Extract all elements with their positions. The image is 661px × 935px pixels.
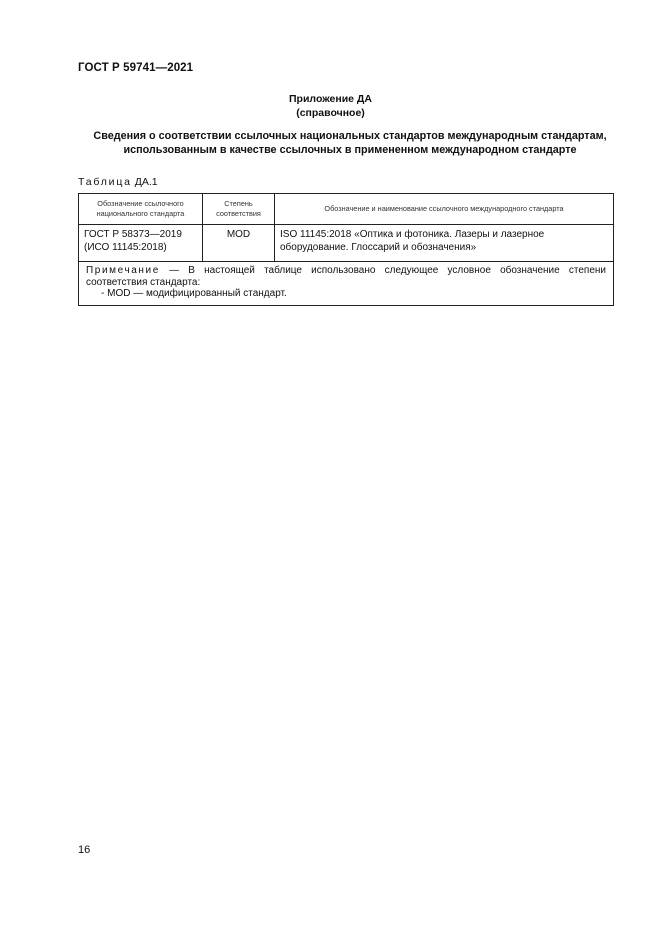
cell-international: ISO 11145:2018 «Оптика и фотоника. Лазеры и лазерное оборудование. Глоссарий и обозначения»	[275, 225, 614, 262]
document-header: ГОСТ Р 59741—2021	[78, 62, 194, 74]
annex-title: Приложение ДА	[289, 93, 372, 105]
column-header-national	[79, 194, 203, 225]
note-list-item: - MOD — модифицированный стандарт.	[101, 288, 287, 299]
note-lead: Примечание	[86, 265, 160, 276]
column-header-international-text: Обозначение и наименование ссылочного международного стандарта	[324, 204, 564, 213]
cell-national	[79, 225, 203, 262]
note-text: — В настоящей таблице использовано следующее условное обозначение степени соответствия стандарта:	[86, 265, 606, 288]
annex-heading	[70, 129, 630, 157]
table-row	[79, 225, 614, 262]
reference-table	[78, 193, 614, 306]
table-header-row	[79, 194, 614, 225]
cell-degree: MOD	[203, 225, 275, 262]
table-caption-id: ДА.1	[134, 176, 158, 188]
cell-national-line-2: (ИСО 11145:2018)	[84, 242, 167, 253]
column-header-national-text: Обозначение ссылочного национального стандарта	[96, 199, 185, 218]
heading-line-1: Сведения о соответствии ссылочных национальных стандартов международным стандартам,	[93, 130, 607, 142]
annex-block	[0, 92, 661, 120]
table-note	[79, 262, 614, 306]
annex-status: (справочное)	[296, 107, 365, 119]
cell-national-line-1: ГОСТ Р 58373—2019	[84, 229, 182, 240]
column-header-degree	[203, 194, 275, 225]
table-note-row	[79, 262, 614, 306]
column-header-degree-text: Степень соответствия	[216, 199, 261, 218]
page-number: 16	[78, 844, 91, 856]
table-caption	[78, 176, 158, 188]
column-header-international	[275, 194, 614, 225]
note-paragraph	[86, 265, 606, 288]
table-caption-word: Таблица	[78, 176, 132, 188]
heading-line-2: использованным в качестве ссылочных в примененном международном стандарте	[123, 144, 577, 156]
